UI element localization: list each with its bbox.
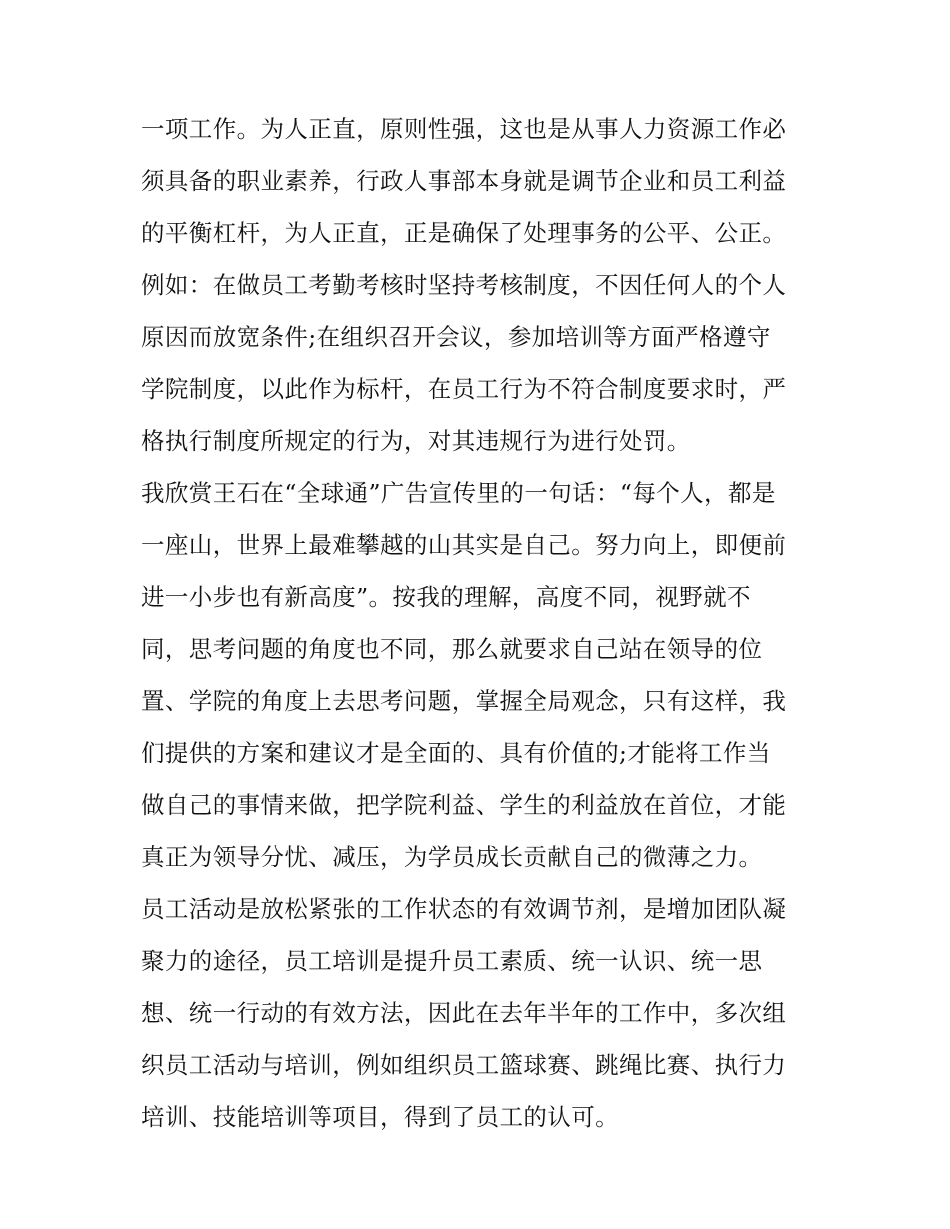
text-line: 格执行制度所规定的行为，对其违规行为进行处罚。 <box>141 427 691 455</box>
text-line: 想、统一行动的有效方法，因此在去年半年的工作中，多次组 <box>141 999 787 1027</box>
text-line: 做自己的事情来做，把学院利益、学生的利益放在首位，才能 <box>141 791 787 819</box>
text-line: 织员工活动与培训，例如组织员工篮球赛、跳绳比赛、执行力 <box>141 1051 787 1079</box>
text-line: 的平衡杠杆，为人正直，正是确保了处理事务的公平、公正。 <box>141 219 787 247</box>
text-line: 培训、技能培训等项目，得到了员工的认可。 <box>141 1103 619 1131</box>
text-line: 员工活动是放松紧张的工作状态的有效调节剂，是增加团队凝 <box>141 895 787 923</box>
text-line: 聚力的途径，员工培训是提升员工素质、统一认识、统一思 <box>141 947 763 975</box>
text-line: 我欣赏王石在“全球通”广告宣传里的一句话：“每个人，都是 <box>141 479 776 507</box>
text-line: 置、学院的角度上去思考问题，掌握全局观念，只有这样，我 <box>141 687 787 715</box>
text-line: 须具备的职业素养，行政人事部本身就是调节企业和员工利益 <box>141 167 787 195</box>
text-line: 进一小步也有新高度”。按我的理解，高度不同，视野就不 <box>141 583 751 611</box>
text-line: 学院制度，以此作为标杆，在员工行为不符合制度要求时，严 <box>141 375 787 403</box>
text-line: 一项工作。为人正直，原则性强，这也是从事人力资源工作必 <box>141 115 787 143</box>
text-line: 例如：在做员工考勤考核时坚持考核制度，不因任何人的个人 <box>141 271 787 299</box>
text-line: 同，思考问题的角度也不同，那么就要求自己站在领导的位 <box>141 635 763 663</box>
text-line: 一座山，世界上最难攀越的山其实是自己。努力向上，即便前 <box>141 531 787 559</box>
text-line: 原因而放宽条件;在组织召开会议，参加培训等方面严格遵守 <box>141 323 771 351</box>
text-line: 们提供的方案和建议才是全面的、具有价值的;才能将工作当 <box>141 739 771 767</box>
text-line: 真正为领导分忧、减压，为学员成长贡献自己的微薄之力。 <box>141 843 763 871</box>
